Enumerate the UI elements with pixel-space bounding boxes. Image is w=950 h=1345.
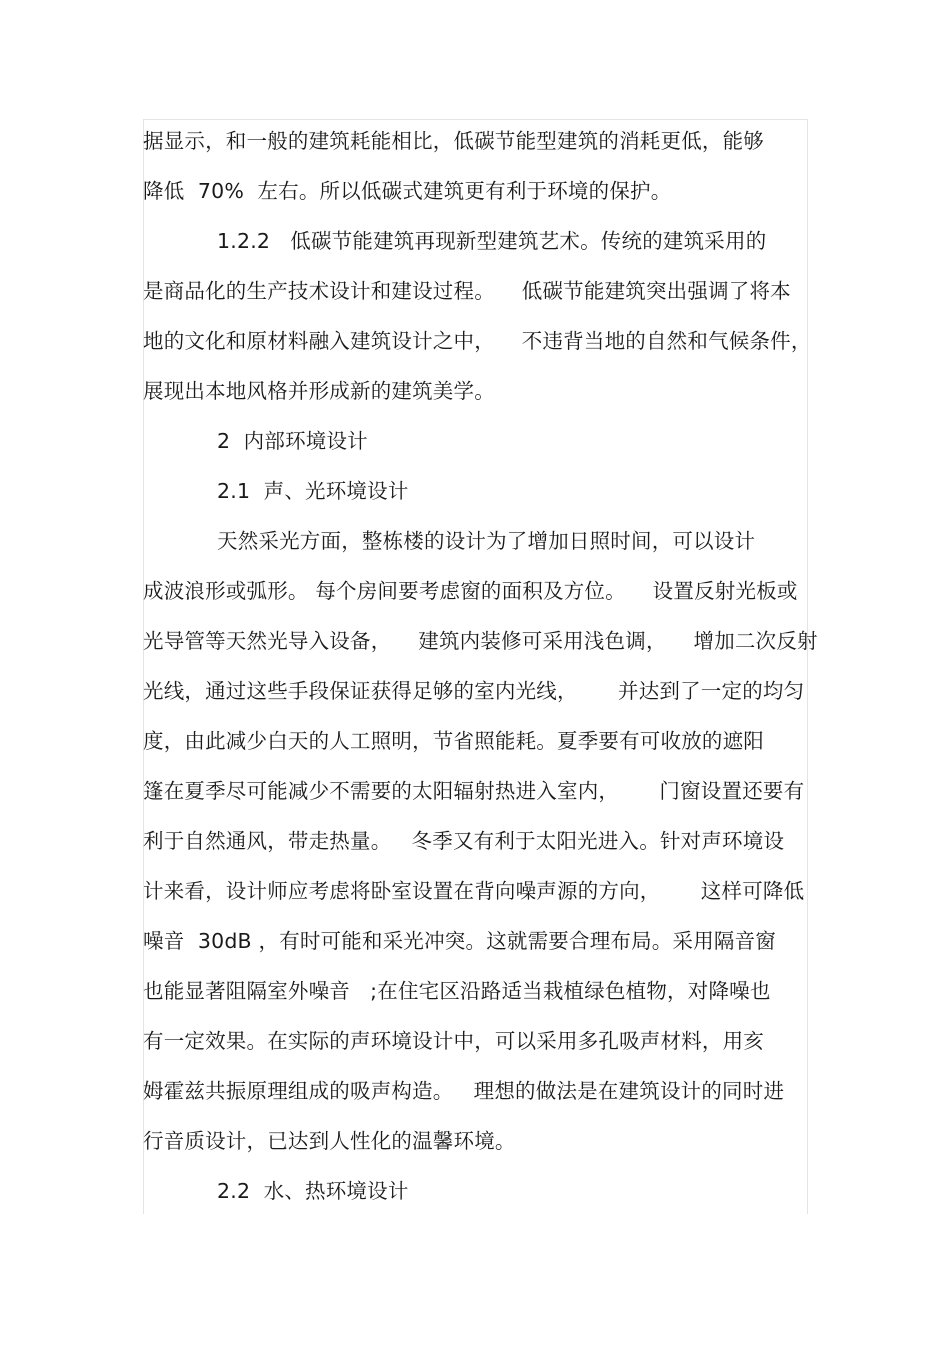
paragraph-line: 篷在夏季尽可能减少不需要的太阳辐射热进入室内， 门窗设置还要有 bbox=[143, 779, 805, 803]
paragraph-line: 有一定效果。在实际的声环境设计中，可以采用多孔吸声材料，用亥 bbox=[143, 1029, 764, 1053]
paragraph-line: 是商品化的生产技术设计和建设过程。 低碳节能建筑突出强调了将本 bbox=[143, 279, 791, 303]
paragraph-line: 姆霍兹共振原理组成的吸声构造。 理想的做法是在建筑设计的同时进 bbox=[143, 1079, 785, 1103]
paragraph-line: 度，由此减少白天的人工照明，节省照能耗。夏季要有可收放的遮阳 bbox=[143, 729, 764, 753]
paragraph-line: 展现出本地风格并形成新的建筑美学。 bbox=[143, 379, 495, 403]
paragraph-line: 天然采光方面，整栋楼的设计为了增加日照时间，可以设计 bbox=[217, 529, 756, 553]
section-heading-2-2: 2.2 水、热环境设计 bbox=[217, 1179, 409, 1203]
paragraph-line: 光导管等天然光导入设备， 建筑内装修可采用浅色调， 增加二次反射 bbox=[143, 629, 818, 653]
paragraph-line: 据显示，和一般的建筑耗能相比，低碳节能型建筑的消耗更低，能够 bbox=[143, 129, 764, 153]
paragraph-line: 利于自然通风，带走热量。 冬季又有利于太阳光进入。针对声环境设 bbox=[143, 829, 785, 853]
section-heading-2: 2 内部环境设计 bbox=[217, 429, 368, 453]
paragraph-line: 也能显著阻隔室外噪音 ;在住宅区沿路适当栽植绿色植物，对降噪也 bbox=[143, 979, 771, 1003]
section-heading-1-2-2: 1.2.2 低碳节能建筑再现新型建筑艺术。传统的建筑采用的 bbox=[217, 229, 767, 253]
section-heading-2-1: 2.1 声、光环境设计 bbox=[217, 479, 409, 503]
paragraph-line: 行音质设计，已达到人性化的温馨环境。 bbox=[143, 1129, 516, 1153]
paragraph-line: 光线，通过这些手段保证获得足够的室内光线， 并达到了一定的均匀 bbox=[143, 679, 805, 703]
paragraph-line: 降低 70% 左右。所以低碳式建筑更有利于环境的保护。 bbox=[143, 179, 672, 203]
paragraph-line: 噪音 30dB ，有时可能和采光冲突。这就需要合理布局。采用隔音窗 bbox=[143, 929, 777, 953]
paragraph-line: 成波浪形或弧形。 每个房间要考虑窗的面积及方位。 设置反射光板或 bbox=[143, 579, 798, 603]
paragraph-line: 计来看，设计师应考虑将卧室设置在背向噪声源的方向， 这样可降低 bbox=[143, 879, 805, 903]
paragraph-line: 地的文化和原材料融入建筑设计之中， 不违背当地的自然和气候条件， bbox=[143, 329, 812, 353]
